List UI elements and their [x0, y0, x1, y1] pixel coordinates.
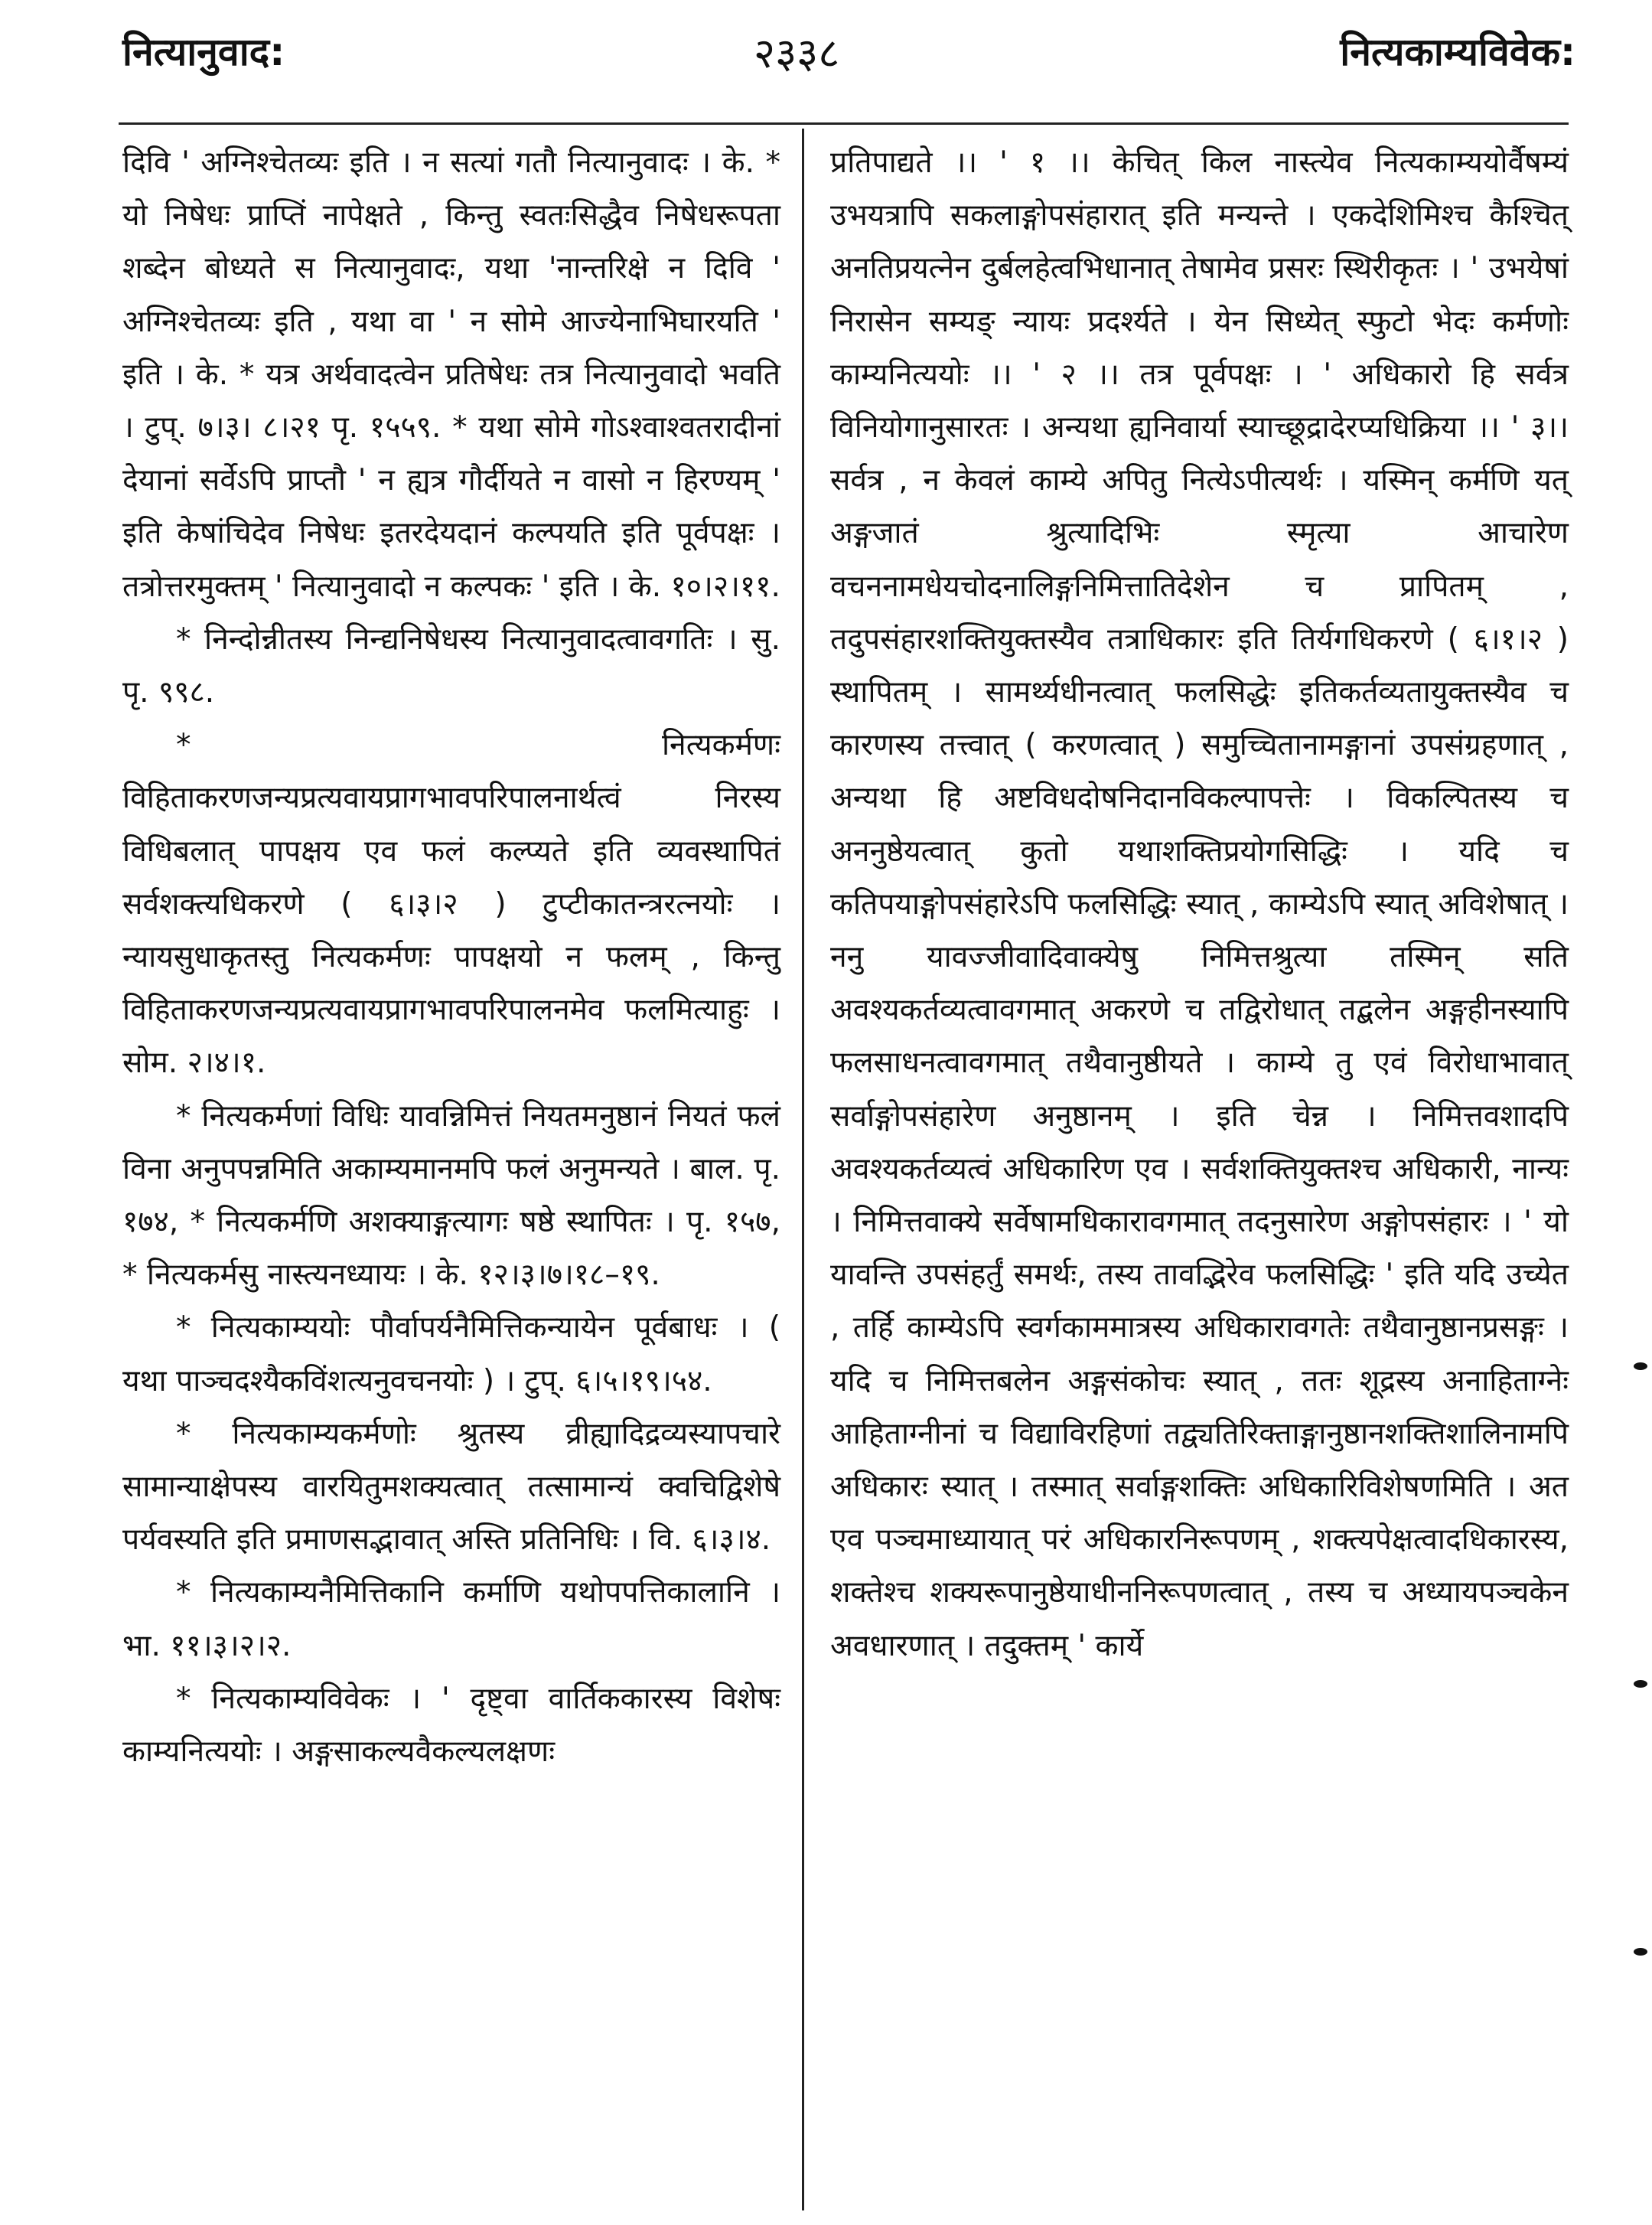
header-left-headword: नित्यानुवाद:	[122, 30, 285, 74]
right-column	[830, 136, 1569, 1672]
page-number: २३३८	[754, 29, 840, 77]
left-entry-paragraph: * नित्यकाम्यकर्मणोः श्रुतस्य व्रीह्यादिद्रव्यस्यापचारे सामान्याक्षेपस्य वारयितुमशक्यत्वात् तत्सामान्यं क्वचिद्विशेषे पर्यवस्यति इति प्रमाणसद्भावात् अस्ति प्रतिनिधिः । वि. ६।३।४.	[122, 1416, 780, 1558]
left-entry-paragraph: * नित्यकर्मणां विधिः यावन्निमित्तं नियतमनुष्ठानं नियतं फलं विना अनुपपन्नमिति अकाम्यमानमपि फलं अनुमन्यते । बाल. पृ. १७४, * नित्यकर्मणि अशक्याङ्गत्यागः षष्ठे स्थापितः । पृ. १५७, * नित्यकर्मसु नास्त्यनध्यायः । के. १२।३।७।१८–१९.	[122, 1098, 780, 1293]
right-entry-paragraph: प्रतिपाद्यते ।। ' १ ।। केचित् किल नास्त्येव नित्यकाम्ययोर्वैषम्यं उभयत्रापि सकलाङ्गोपसंहारात् इति मन्यन्ते । एकदेशिमिश्च कैश्चित् अनतिप्रयत्नेन दुर्बलहेत्वभिधानात् तेषामेव प्रसरः स्थिरीकृतः । ' उभयेषां निरासेन सम्यङ् न्यायः प्रदर्श्यते । येन सिध्येत् स्फुटो भेदः कर्मणोः काम्यनित्ययोः ।। ' २ ।। तत्र पूर्वपक्षः । ' अधिकारो हि सर्वत्र विनियोगानुसारतः । अन्यथा ह्यनिवार्या स्याच्छूद्रादेरप्यधिक्रिया ।। ' ३।। सर्वत्र , न केवलं काम्ये अपितु नित्येऽपीत्यर्थः । यस्मिन् कर्मणि यत् अङ्गजातं श्रुत्यादिभिः स्मृत्या आचारेण वचननामधेयचोदनालिङ्गनिमित्तातिदेशेन च प्रापितम् , तदुपसंहारशक्तियुक्तस्यैव तत्राधिकारः इति तिर्यगधिकरणे ( ६।१।२ ) स्थापितम् । सामर्थ्यधीनत्वात् फलसिद्धेः इतिकर्तव्यतायुक्तस्यैव च कारणस्य तत्त्वात् ( करणत्वात् ) समुच्चितानामङ्गानां उपसंग्रहणात् , अन्यथा हि अष्टविधदोषनिदानविकल्पापत्तेः । विकल्पितस्य च अननुष्ठेयत्वात् कुतो यथाशक्तिप्रयोगसिद्धिः । यदि च कतिपयाङ्गोपसंहारेऽपि फलसिद्धिः स्यात् , काम्येऽपि स्यात् अविशेषात् । ननु यावज्जीवादिवाक्येषु निमित्तश्रुत्या तस्मिन् सति अवश्यकर्तव्यत्वावगमात् अकरणे च तद्विरोधात् तद्बलेन अङ्गहीनस्यापि फलसाधनत्वावगमात् तथैवानुष्ठीयते । काम्ये तु एवं विरोधाभावात् सर्वाङ्गोपसंहारेण अनुष्ठानम् । इति चेन्न । निमित्तवशादपि अवश्यकर्तव्यत्वं अधिकारिण एव । सर्वशक्तियुक्तश्च अधिकारी, नान्यः । निमित्तवाक्ये सर्वेषामधिकारावगमात् तदनुसारेण अङ्गोपसंहारः । ' यो यावन्ति उपसंहर्तुं समर्थः, तस्य तावद्भिरेव फलसिद्धिः ' इति यदि उच्येत , तर्हि काम्येऽपि स्वर्गकाममात्रस्य अधिकारावगतेः तथैवानुष्ठानप्रसङ्गः । यदि च निमित्तबलेन अङ्गसंकोचः स्यात् , ततः शूद्रस्य अनाहिताग्नेः आहिताग्नीनां च विद्याविरहिणां तद्व्यतिरिक्ताङ्गानुष्ठानशक्तिशालिनामपि अधिकारः स्यात् । तस्मात् सर्वाङ्गशक्तिः अधिकारिविशेषणमिति । अत एव पञ्चमाध्यायात् परं अधिकारनिरूपणम् , शक्त्यपेक्षत्वादधिकारस्य, शक्तेश्च शक्यरूपानुष्ठेयाधीननिरूपणत्वात् , तस्य च अध्यायपञ्चकेन अवधारणात् । तदुक्तम् ' कार्ये	[830, 145, 1569, 1663]
column-divider	[802, 129, 804, 2210]
margin-mark	[1634, 1362, 1647, 1370]
header-rule	[119, 122, 1569, 125]
header-right-headword: नित्यकाम्यविवेक:	[1340, 30, 1575, 74]
margin-mark	[1634, 1680, 1647, 1688]
left-entry-paragraph: * निन्दोन्नीतस्य निन्द्यनिषेधस्य नित्यानुवादत्वावगतिः । सु. पृ. ९९८.	[122, 621, 780, 710]
left-entry-paragraph: * नित्यकाम्यनैमित्तिकानि कर्माणि यथोपपत्तिकालानि । भा. ११।३।२।२.	[122, 1575, 780, 1663]
left-column	[122, 136, 780, 1778]
left-entry-paragraph: * नित्यकाम्यविवेकः । ' दृष्ट्वा वार्तिककारस्य विशेषः काम्यनित्ययोः । अङ्गसाकल्यवैकल्यलक्षणः	[122, 1681, 780, 1770]
left-entry-paragraph: * नित्यकाम्ययोः पौर्वापर्यनैमित्तिकन्यायेन पूर्वबाधः । ( यथा पाञ्चदश्यैकविंशत्यनुवचनयोः ) । टुप्. ६।५।१९।५४.	[122, 1310, 780, 1398]
margin-mark	[1634, 1948, 1647, 1956]
left-entry-paragraph: दिवि ' अग्निश्चेतव्यः इति । न सत्यां गतौ नित्यानुवादः । के. * यो निषेधः प्राप्तिं नापेक्षते , किन्तु स्वतःसिद्धैव निषेधरूपता शब्देन बोध्यते स नित्यानुवादः, यथा 'नान्तरिक्षे न दिवि ' अग्निश्चेतव्यः इति , यथा वा ' न सोमे आज्येनाभिघारयति ' इति । के. * यत्र अर्थवादत्वेन प्रतिषेधः तत्र नित्यानुवादो भवति । टुप्. ७।३। ८।२१ पृ. १५५९. * यथा सोमे गोऽश्वाश्वतरादीनां देयानां सर्वेऽपि प्राप्तौ ' न ह्यत्र गौर्दीयते न वासो न हिरण्यम् ' इति केषांचिदेव निषेधः इतरदेयदानं कल्पयति इति पूर्वपक्षः । तत्रोत्तरमुक्तम् ' नित्यानुवादो न कल्पकः ' इति । के. १०।२।११.	[122, 145, 780, 604]
left-entry-paragraph: * नित्यकर्मणः विहिताकरणजन्यप्रत्यवायप्रागभावपरिपालनार्थत्वं निरस्य विधिबलात् पापक्षय एव फलं कल्प्यते इति व्यवस्थापितं सर्वशक्त्यधिकरणे ( ६।३।२ ) टुप्टीकातन्त्ररत्नयोः । न्यायसुधाकृतस्तु नित्यकर्मणः पापक्षयो न फलम् , किन्तु विहिताकरणजन्यप्रत्यवायप्रागभावपरिपालनमेव फलमित्याहुः । सोम. २।४।१.	[122, 728, 780, 1081]
